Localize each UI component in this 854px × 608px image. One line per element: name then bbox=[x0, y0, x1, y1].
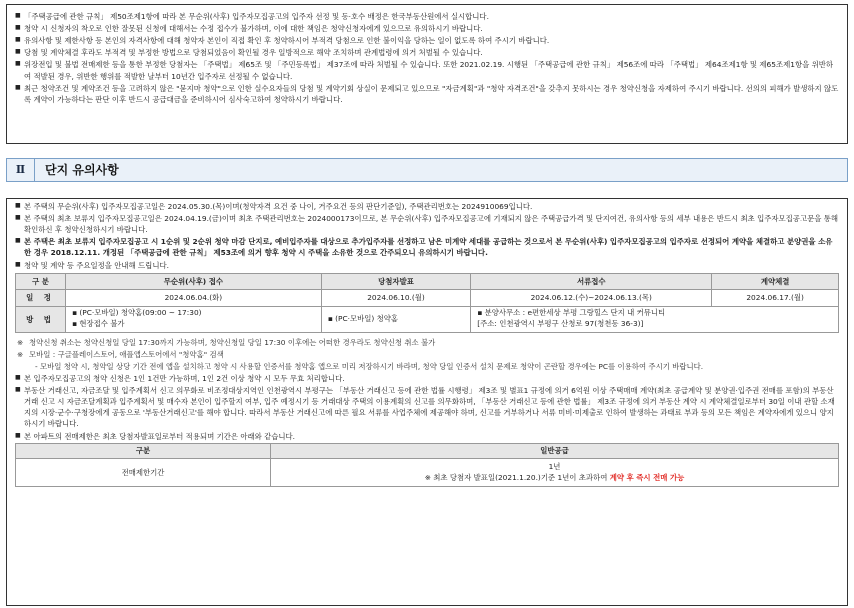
apply-date: 2024.06.04.(화) bbox=[66, 289, 322, 306]
notice-item: ■ 본 주택의 최초 보류지 입주자모집공고일은 2024.04.19.(금)이며 최초 주택관리번호는 2024000173이므로, 본 무순위(사후) 입주자모집공고에 기재되지 않은 주택공급가격 및 단지여건, 유의사항 등의 세부 내용은 반드시 최초 입주자모집공고문을 통해 확인하신 후 청약신청하시기 바랍니다. bbox=[15, 213, 839, 235]
resale-row-label: 전매제한기간 bbox=[16, 458, 271, 486]
notice-item: ■ 부동산 거래신고, 자금조달 및 입주계획서 신고 의무화로 비조정대상지역인 인천광역시 부평구는 「부동산 거래신고 등에 관한 법률 시행령」 제3조 및 별표1 규정에 의거 6억원 이상 주택매매 계약(최초 공급계약 및 분양권·입주권 전매를 포함)의 부동산거래 신고 시 자금조달계획과 입주계획서 및 매수자 본인이 입주할지 여부, 입주 예정시기 등 거래대상 주택의 이용계획의 신고를 의무화하며, 「부동산 거래신고 등에 관한 법률」 제3조 규정에 의거 부동산 계약 시 계약체결일로부터 30일 이내 관할 소재지의 시장·군수·구청장에게 공동으로 '부동산거래신고'를 해야 합니다. 따라서 부동산 거래신고에 따른 필요 서류를 사업주체에 제공해야 하며, 신고를 거부하거나 서류 미비·미제출로 인하여 발생하는 과태료 부과 등의 모든 책임은 계약자에게 있으니 양지하시기 바랍니다. bbox=[15, 385, 839, 429]
schedule-table bbox=[15, 273, 839, 333]
contract-date: 2024.06.17.(월) bbox=[712, 289, 839, 306]
announce-method bbox=[321, 306, 470, 332]
notice-item: ■ 최근 청약조건 및 계약조건 등을 고려하지 않은 "묻지마 청약"으로 인한 실수요자들의 당첨 및 계약기회 상실이 문제되고 있으므로 "자금계획"과 "청약 자격조건"을 갖추지 못하시는 경우 청약신청을 자제하여 주시기 바랍니다. 선의의 피해가 발생하지 않도록 계약이 가능하다는 판단 이후 반드시 공급대금을 준비하시어 심사숙고하여 청약하시기 바랍니다. bbox=[15, 83, 839, 105]
schedule-header: 구 분 bbox=[16, 273, 66, 289]
notice-item: ■ 본 아파트의 전매제한은 최초 당첨자발표일로부터 적용되며 기간은 아래와 같습니다. bbox=[15, 431, 839, 442]
resale-restriction-table bbox=[15, 443, 839, 487]
note-item bbox=[15, 337, 839, 348]
section-title: 단지 유의사항 bbox=[45, 163, 119, 177]
note-mark: ※ bbox=[17, 349, 24, 359]
resale-note-highlight: 계약 후 즉시 전매 가능 bbox=[609, 473, 685, 483]
schedule-date-row bbox=[16, 289, 839, 306]
complex-notice-box bbox=[6, 198, 848, 606]
notice-item: ■ 당첨 및 계약체결 후라도 부적격 및 부정한 방법으로 당첨되었음이 확인될 경우 일방적으로 해약 조치하며 관계법령에 의거 처벌될 수 있습니다. bbox=[15, 47, 839, 58]
notice-item: ■ 「주택공급에 관한 규칙」 제50조제1항에 따라 본 무순위(사후) 입주자모집공고의 입주자 선정 및 동·호수 배정은 한국부동산원에서 실시합니다. bbox=[15, 11, 839, 22]
method-row-label: 방 법 bbox=[16, 306, 66, 332]
docs-method bbox=[471, 306, 839, 332]
resale-header-right: 일반공급 bbox=[271, 443, 839, 458]
notice-item: ■ 위장전입 및 불법 전매제한 등을 통한 부정한 당첨자는 「주택법」 제65조 및 「주민등록법」 제37조에 따라 처벌될 수 있습니다. 또한 2021.02.19. 시행된 「주택공급에 관한 규칙」 제56조에 따라 「주택법」 제64조제1항 및 제65조제1항을 위반하여 적발된 경우, 위반한 행위를 적발한 날부터 10년간 입주자로 선정될 수 없습니다. bbox=[15, 59, 839, 81]
note-text: 청약신청 취소는 청약신청일 당일 17:30까지 가능하며, 청약신청일 당일 17:30 이후에는 어떠한 경우라도 청약신청 취소 불가 bbox=[29, 337, 436, 347]
schedule-method-row bbox=[16, 306, 839, 332]
section-header bbox=[6, 158, 848, 182]
note-item bbox=[15, 349, 839, 360]
section-number: Ⅱ bbox=[7, 159, 35, 181]
notice-item: ■ 청약 및 계약 등 주요일정을 안내해 드립니다. bbox=[15, 260, 839, 271]
resale-period: 1년 bbox=[548, 462, 561, 472]
notice-item: ■ 본 입주자모집공고의 청약 신청은 1인 1건만 가능하며, 1인 2건 이상 청약 시 모두 무효 처리합니다. bbox=[15, 373, 839, 384]
note-text: 모바일 : 구글플레이스토어, 애플앱스토어에서 "청약홈" 검색 bbox=[29, 349, 224, 359]
apply-method-line: ▪ 현장접수 불가 bbox=[72, 319, 125, 329]
resale-header-left: 구분 bbox=[16, 443, 271, 458]
notice-item: ■ 본 주택의 무순위(사후) 입주자모집공고일은 2024.05.30.(목)이며(청약자격 요건 중 나이, 거주요건 등의 판단기준일), 주택관리번호는 2024910069입니다. bbox=[15, 201, 839, 212]
date-row-label: 일 정 bbox=[16, 289, 66, 306]
schedule-header: 당첨자발표 bbox=[321, 273, 470, 289]
schedule-header: 서류접수 bbox=[471, 273, 712, 289]
resale-row bbox=[16, 458, 839, 486]
note-mark: ※ bbox=[17, 337, 24, 347]
resale-period-cell bbox=[271, 458, 839, 486]
announce-method-line: ▪ (PC·모바일) 청약홈 bbox=[327, 313, 399, 323]
notice-item: ■ 유의사항 및 제한사항 등 본인의 자격사항에 대해 청약자 본인이 직접 확인 후 청약하시어 부적격 당첨으로 인한 불이익을 당하는 일이 없도록 하여 주시기 바랍니다. bbox=[15, 35, 839, 46]
schedule-header: 계약체결 bbox=[712, 273, 839, 289]
docs-method-line: [주소: 인천광역시 부평구 산청로 97(청천동 36-3)] bbox=[477, 319, 644, 329]
docs-date: 2024.06.12.(수)~2024.06.13.(목) bbox=[471, 289, 712, 306]
general-notice-box bbox=[6, 4, 848, 144]
mobile-subnote: - 모바일 청약 시, 청약일 상당 기간 전에 앱을 설치하고 청약 시 사용할 인증서를 청약홈 앱으로 미리 저장하시기 바라며, 청약 당일 인증서 설치 문제로 청약이 곤란할 경우에는 PC를 이용하여 주시기 바랍니다. bbox=[35, 361, 704, 371]
resale-note bbox=[271, 472, 838, 483]
apply-method-line: ▪ (PC·모바일) 청약홈(09:00 ~ 17:30) bbox=[72, 308, 202, 318]
schedule-header: 무순위(사후) 접수 bbox=[66, 273, 322, 289]
apply-method bbox=[66, 306, 322, 332]
notice-item-bold: ■ 본 주택은 최초 보류지 입주자모집공고 시 1순위 및 2순위 청약 마감 단지로, 예비입주자를 대상으로 추가입주자를 선정하고 남은 미계약 세대를 공급하는 것으로서 본 무순위(사후) 입주자모집공고의 입주자로 선정되어 계약을 체결하고 분양권을 소유한 경우 2018.12.11. 개정된 「주택공급에 관한 규칙」 제53조에 의거 향후 청약 시 주택을 소유한 것으로 간주되오니 유의하시기 바랍니다. bbox=[15, 236, 839, 258]
announce-date: 2024.06.10.(월) bbox=[321, 289, 470, 306]
notice-item: ■ 청약 시 신청자의 착오로 인한 잘못된 신청에 대해서는 수정 접수가 불가하며, 이에 대한 책임은 청약신청자에게 있으므로 유의하시기 바랍니다. bbox=[15, 23, 839, 34]
resale-header-row bbox=[16, 443, 839, 458]
schedule-header-row bbox=[16, 273, 839, 289]
docs-method-line: ▪ 분양사무소 : e편한세상 부평 그랑힐스 단지 내 커뮤니티 bbox=[477, 308, 666, 318]
resale-note-text: ※ 최초 당첨자 발표일(2021.1.20.)기준 1년이 초과하여 bbox=[424, 473, 610, 483]
